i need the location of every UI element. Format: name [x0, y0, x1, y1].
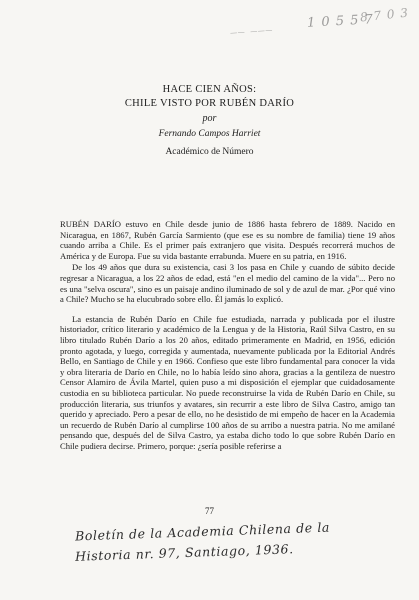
byline-por: por [202, 113, 217, 124]
article-body [60, 219, 395, 452]
author-name: Fernando Campos Harriet [158, 129, 261, 139]
article-title-line2: CHILE VISTO POR RUBÉN DARÍO [124, 98, 295, 109]
paragraph-3: La estancia de Rubén Darío en Chile fue estudiada, narrada y publicada por el ilustre historiador, crítico literario y académico de la Lengua y de la Historia, Raúl Silva Castro, en su libro titulado Rubén Darío a los 20 años, editado primeramente en Madrid, en 1956, edición pronto agotada, y luego, corregida y aumentada, nuevamente publicada por la Editorial Andrés Bello, en Santiago de Chile y en 1966. Confieso que este libro fundamental para conocer la vida y obra literaria de Darío en Chile, no lo había leído sino ahora, gracias a la gentileza de nuestro Censor Alamiro de Ávila Martel, quien puso a mi disposición el ejemplar que cuidadosamente custodia en su biblioteca particular. No puede reconstruirse la vida de Rubén Darío en Chile, su producción literaria, sus triunfos y avatares, sin recurrir a este libro de Silva Castro, amigo tan querido y apreciado. Pero a pesar de ello, no he desistido de mi empeño de hacer en la Academia un recuerdo de Rubén Darío al cumplirse 100 años de su arribo a nuestra patria. No me amilané pensando que, después del de Silva Castro, ya estaba dicho todo lo que sobre Rubén Darío en Chile pudiera decirse. Primero, porque: ¿sería posible referirse a [60, 313, 395, 451]
page-number: 77 [205, 506, 214, 516]
handwritten-citation-line2: Historia nr. 97, Santiago, 1936. [74, 541, 294, 564]
paragraph-2: De los 49 años que dura su existencia, casi 3 los pasa en Chile y cuando de súbito decide regresar a Nicaragua, a los 22 años de edad, está "en el medio del camino de la vida"... Pero no es una "selva oscura", sino es un paisaje andino iluminado de sol y de azul de mar. ¿Por qué vino a Chile? Mucho se ha elucubrado sobre ello. Él jamás lo explicó. [60, 262, 395, 305]
handwritten-catalog-number: 1 0 5 5 7 [306, 12, 375, 31]
handwritten-shelf-number: 8 7 0 3 [359, 5, 410, 25]
article-title-line1: HACE CIEN AÑOS: [162, 84, 257, 95]
handwritten-mark-top-left: __ ___ [229, 16, 274, 35]
paragraph-1: RUBÉN DARÍO estuvo en Chile desde junio de 1886 hasta febrero de 1889. Nacido en Nicaragua, en 1867, Rubén García Sarmiento (que ese es su nombre de familia) tiene 19 años cuando arriba a Chile. Es el primer país extranjero que visita. Después recorrerá muchos de América y de Europa. Fue su vida bastante errabunda. Muere en su patria, en 1916. [60, 219, 395, 261]
handwritten-citation-line1: Boletín de la Academia Chilena de la [74, 519, 331, 544]
author-role: Académico de Número [165, 147, 254, 157]
